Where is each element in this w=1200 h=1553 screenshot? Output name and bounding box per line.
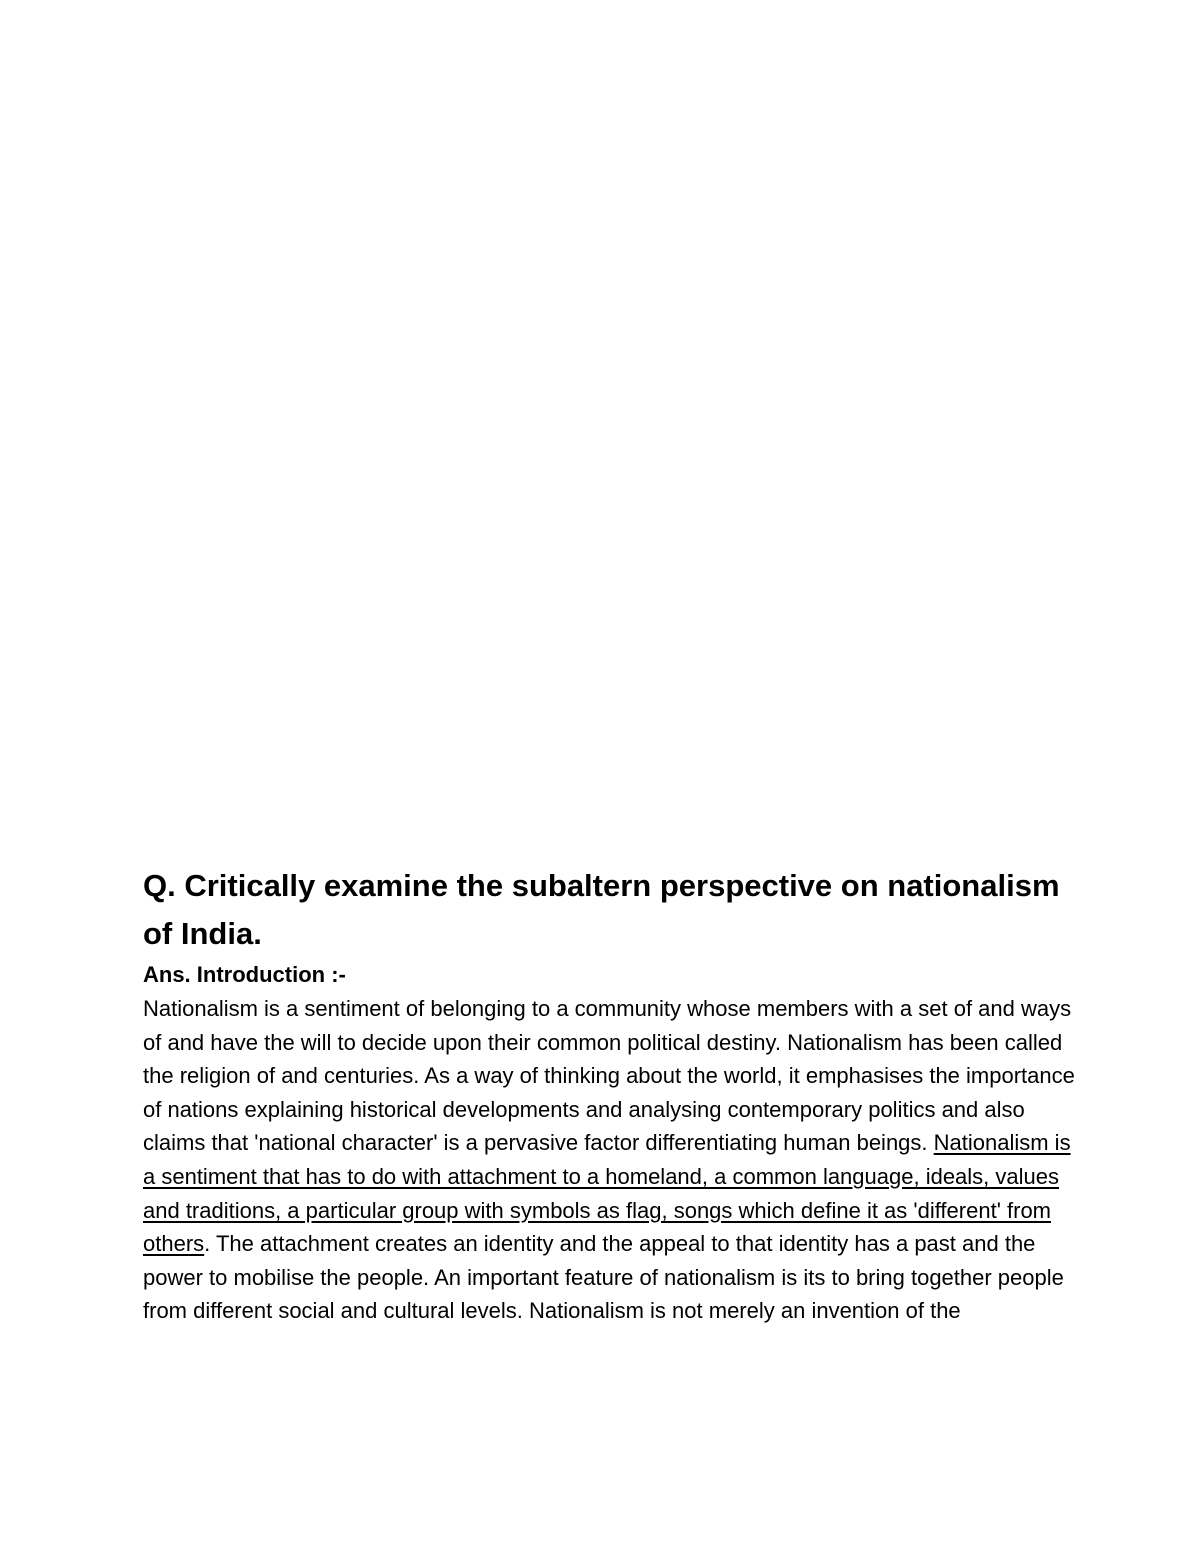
paragraph-text-start: Nationalism is a sentiment of belonging to a community whose members with a set of and ways of and have the will to decide upon their common political destiny. Nationalism has been called the religion of and centuries. As a way of thinking about the world, it emphasises the importance of nations explaining historical developments and analysing contemporary politics and also claims that 'national character' is a pervasive factor differentiating human beings. <box>143 996 1075 1156</box>
answer-paragraph <box>143 992 1078 1328</box>
answer-heading: Ans. Introduction :- <box>143 962 346 987</box>
document-content <box>143 862 1078 1328</box>
paragraph-text-end: . The attachment creates an identity and the appeal to that identity has a past and the power to mobilise the people. An important feature of nationalism is its to bring together people from different social and cultural levels. Nationalism is not merely an invention of the <box>143 1231 1064 1324</box>
question-heading: Q. Critically examine the subaltern perspective on nationalism of India. <box>143 868 1060 951</box>
underlined-definition: Nationalism is a sentiment that has to do with attachment to a homeland, a common language, ideals, values and traditions, a particular group with symbols as flag, songs which define it as 'different' from others <box>143 1130 1071 1257</box>
